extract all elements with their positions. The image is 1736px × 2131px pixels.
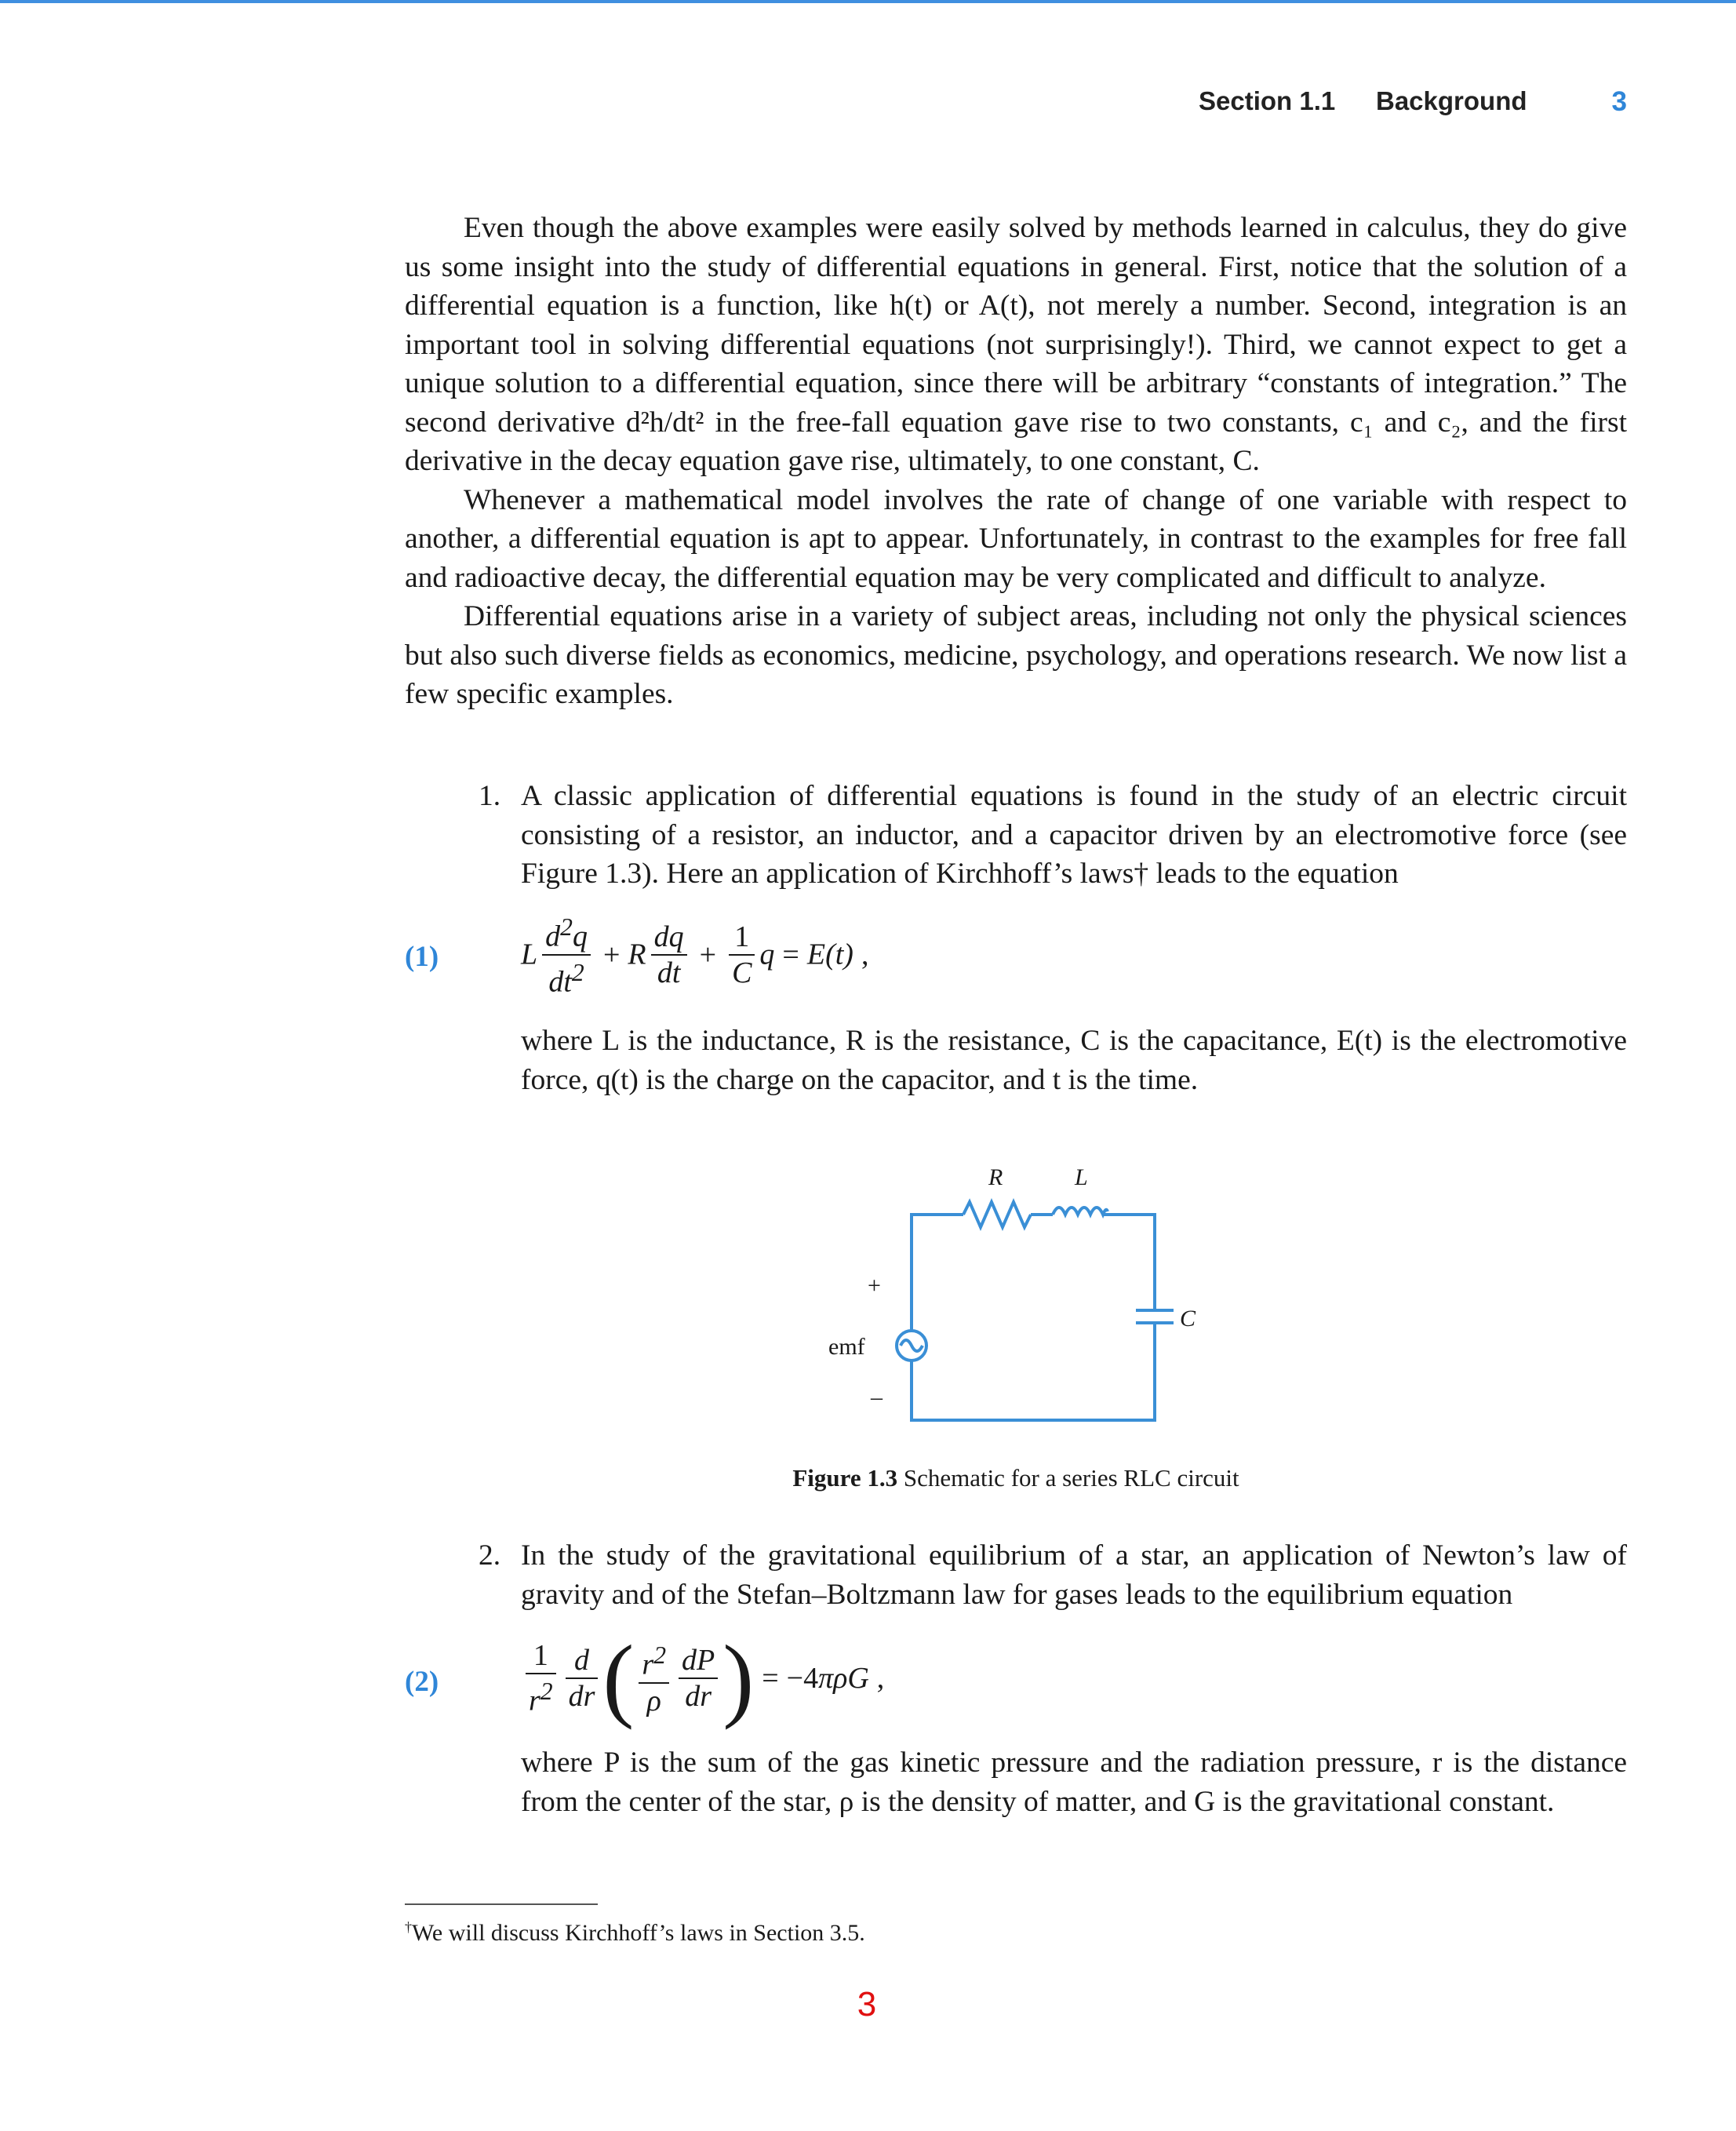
inductor-coil [1053, 1208, 1108, 1215]
paragraph-3: Differential equations arise in a variety of subject areas, including not only the physical sciences but also such diverse fields as economics, medicine, psychology, and operations research. We now list a few specific examples. [405, 600, 1627, 710]
footnote [405, 1919, 865, 1947]
equation-1-after: where L is the inductance, R is the resistance, C is the capacitance, E(t) is the electromotive force, q(t) is the charge on the capacitor, and t is the time. [521, 1025, 1627, 1096]
top-border [0, 0, 1736, 3]
paragraph-2: Whenever a mathematical model involves the rate of change of one variable with respect to another, a differential equation is apt to appear. Unfortunately, in contrast to the examples for free fall and radioactive decay, the differential equation may be very complicated and difficult to analyze. [405, 483, 1627, 594]
equation-2-after: where P is the sum of the gas kinetic pressure and the radiation pressure, r is the distance from the center of the star, ρ is the density of matter, and G is the gravitational constant. [521, 1747, 1627, 1818]
figure-caption [405, 1464, 1627, 1492]
paragraph-1: Even though the above examples were easily solved by methods learned in calculus, they do give us some insight into the study of differential equations in general. First, notice that the solution of a differential equation is a function, like h(t) or A(t), not merely a number. Second, integration is an important tool in solving differential equations (not surprisingly!). Third, we cannot expect to get a unique solution to a differential equation, since there will be arbitrary “constants of integration.” The second derivative d²h/dt² in the free-fall equation gave rise to two constants, c₁ and c₂, and the first derivative in the decay equation gave rise, ultimately, to one constant, C. [405, 212, 1627, 477]
list-item-2 [479, 1536, 1627, 1614]
inductor-label: L [1075, 1164, 1088, 1190]
list-number-2: 2. [479, 1539, 501, 1572]
equation-1: L $\frac{d^2q}{dt^2}$ + R $\frac{dq}{dt}$ + $\frac{1}{C}$ q = E(t) , [521, 910, 876, 999]
running-head-title: Background [1376, 86, 1527, 115]
equation-2: $\frac{1}{r^2}$ $\frac{d}{dr}$ ( $\frac{r^2}{\rho}$ $\frac{dP}{dr}$ ) = −4πρG , [521, 1638, 892, 1718]
emf-label: emf [828, 1334, 865, 1360]
circuit-wire-right [1103, 1215, 1155, 1310]
figure-caption-label: Figure 1.3 [792, 1464, 898, 1492]
footnote-text: We will discuss Kirchhoff’s laws in Section 3.5. [412, 1920, 865, 1946]
emf-minus-label: – [871, 1384, 883, 1410]
emf-plus-label: + [868, 1273, 881, 1299]
list-item-2-text: In the study of the gravitational equilibrium of a star, an application of Newton’s law of gravity and of the Stefan–Boltzmann law for gases leads to the equilibrium equation [521, 1539, 1627, 1611]
circuit-wire-top-left [912, 1215, 963, 1331]
running-head [1114, 86, 1632, 121]
list-number-1: 1. [479, 780, 501, 812]
footnote-mark: † [405, 1919, 412, 1935]
body-text [405, 209, 1627, 714]
running-head-page: 3 [1611, 86, 1627, 117]
resistor-zigzag [963, 1202, 1031, 1227]
capacitor-label: C [1180, 1306, 1196, 1331]
equation-2-label: (2) [405, 1666, 439, 1698]
rlc-circuit-diagram [792, 1153, 1232, 1436]
footnote-divider [405, 1903, 598, 1905]
running-head-section: Section 1.1 [1199, 86, 1336, 115]
page-number: 3 [857, 1985, 877, 2024]
list-item-1 [479, 777, 1627, 894]
circuit-wire-bottom [912, 1323, 1155, 1420]
resistor-label: R [988, 1164, 1003, 1190]
sine-wave-icon [901, 1340, 923, 1351]
equation-1-label: (1) [405, 941, 439, 973]
list-item-1-text: A classic application of differential equations is found in the study of an electric circuit consisting of a resistor, an inductor, and a capacitor driven by an electromotive force (see Figure 1.3). Here an application of Kirchhoff’s laws† leads to the equation [521, 780, 1627, 890]
equation-1-explanation [479, 1022, 1627, 1099]
figure-caption-text: Schematic for a series RLC circuit [903, 1464, 1239, 1492]
equation-2-explanation [479, 1743, 1627, 1821]
